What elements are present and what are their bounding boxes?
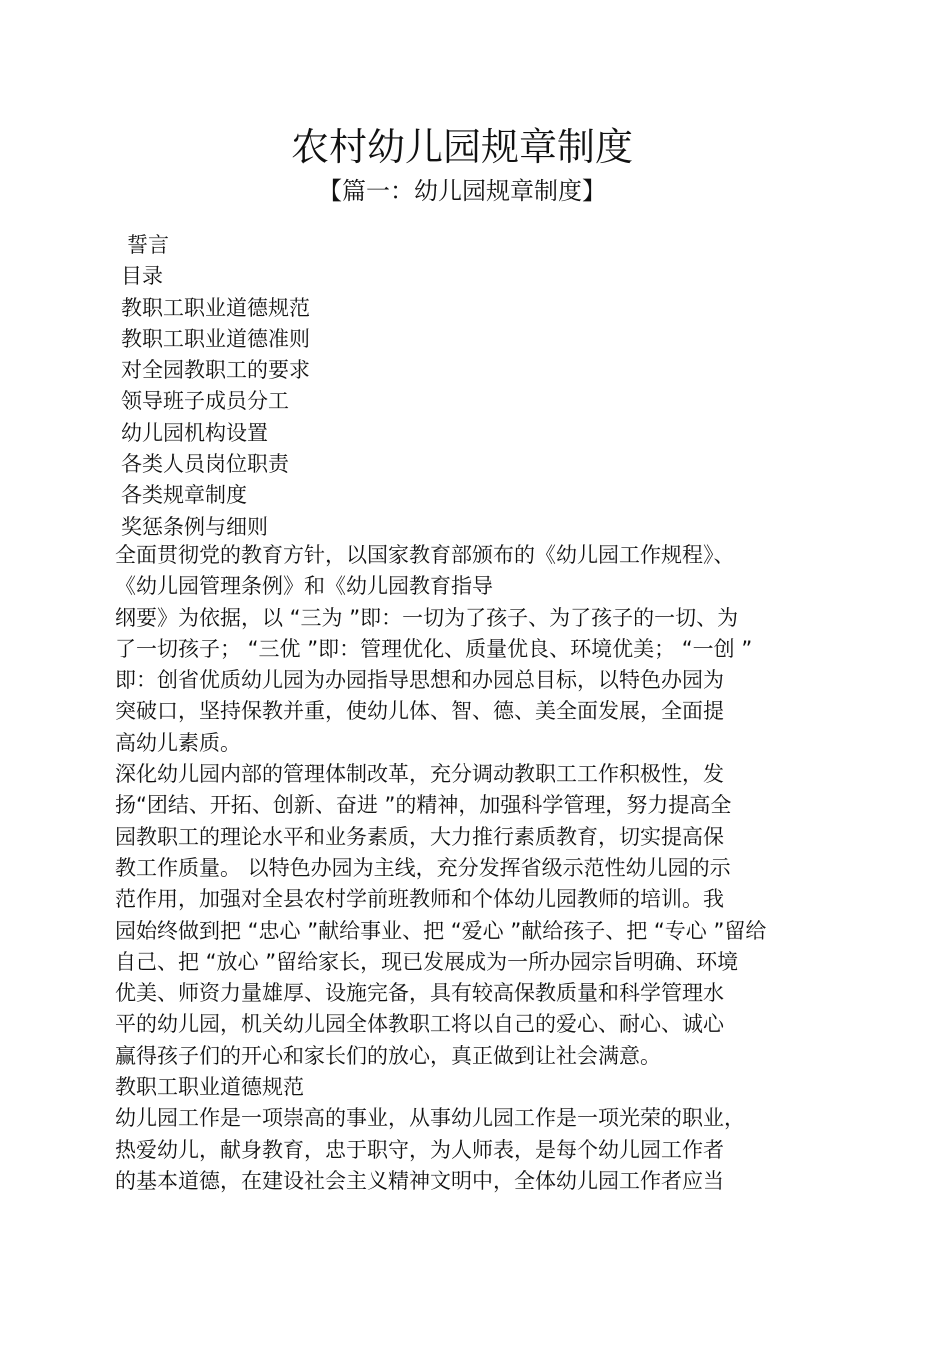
- section-heading: 教职工职业道德规范: [115, 1075, 304, 1100]
- toc-item: 各类规章制度: [121, 483, 247, 508]
- toc-item: 奖惩条例与细则: [121, 514, 268, 539]
- text-line: 园教职工的理论水平和业务素质，大力推行素质教育，切实提高保: [115, 824, 724, 849]
- text-line: 自己、把 “放心 ”留给家长，现已发展成为一所办园宗旨明确、环境: [115, 949, 739, 974]
- body-text: [115, 540, 785, 1197]
- toc-item: 教职工职业道德规范: [121, 295, 310, 320]
- text-line: 突破口，坚持保教并重，使幼儿体、智、德、美全面发展，全面提: [115, 699, 724, 724]
- text-line: 高幼儿素质。: [115, 730, 241, 755]
- toc-item: 教职工职业道德准则: [121, 326, 310, 351]
- toc-item: 誓言: [127, 233, 169, 257]
- text-line: 幼儿园工作是一项崇高的事业，从事幼儿园工作是一项光荣的职业，: [115, 1106, 745, 1131]
- text-line: 全面贯彻党的教育方针，以国家教育部颁布的《幼儿园工作规程》、: [115, 543, 735, 567]
- text-line: 平的幼儿园，机关幼儿园全体教职工将以自己的爱心、耐心、诚心: [115, 1012, 724, 1037]
- text-line: 的基本道德，在建设社会主义精神文明中，全体幼儿园工作者应当: [115, 1168, 724, 1193]
- toc-item: 目录: [121, 264, 163, 289]
- document-subtitle: 【篇一：幼儿园规章制度】: [318, 177, 606, 205]
- text-line: 教工作质量。 以特色办园为主线，充分发挥省级示范性幼儿园的示: [115, 855, 731, 880]
- text-line: 热爱幼儿，献身教育，忠于职守，为人师表，是每个幼儿园工作者: [115, 1137, 724, 1162]
- text-line: 即：创省优质幼儿园为办园指导思想和办园总目标，以特色办园为: [115, 668, 724, 693]
- text-line: 园始终做到把 “忠心 ”献给事业、把 “爱心 ”献给孩子、把 “专心 ”留给: [115, 918, 767, 943]
- document-title: 农村幼儿园规章制度: [290, 125, 633, 169]
- toc-item: 幼儿园机构设置: [121, 420, 268, 445]
- text-line: 了一切孩子； “三优 ”即：管理优化、质量优良、环境优美； “一创 ”: [115, 636, 753, 661]
- toc-item: 对全园教职工的要求: [121, 358, 310, 383]
- text-line: 赢得孩子们的开心和家长们的放心，真正做到让社会满意。: [115, 1043, 661, 1068]
- text-line: 纲要》为依据，以 “三为 ”即：一切为了孩子、为了孩子的一切、为: [115, 605, 739, 630]
- toc-item: 各类人员岗位职责: [121, 452, 289, 477]
- table-of-contents: [121, 230, 521, 543]
- text-line: 深化幼儿园内部的管理体制改革，充分调动教职工工作积极性，发: [115, 762, 724, 787]
- text-line: 范作用，加强对全县农村学前班教师和个体幼儿园教师的培训。我: [115, 887, 724, 912]
- toc-item: 领导班子成员分工: [121, 389, 289, 414]
- text-line: 优美、师资力量雄厚、设施完备，具有较高保教质量和科学管理水: [115, 981, 724, 1006]
- text-line: 《幼儿园管理条例》和《幼儿园教育指导: [115, 574, 493, 599]
- text-line: 扬“团结、开拓、创新、奋进 ”的精神，加强科学管理，努力提高全: [115, 793, 732, 818]
